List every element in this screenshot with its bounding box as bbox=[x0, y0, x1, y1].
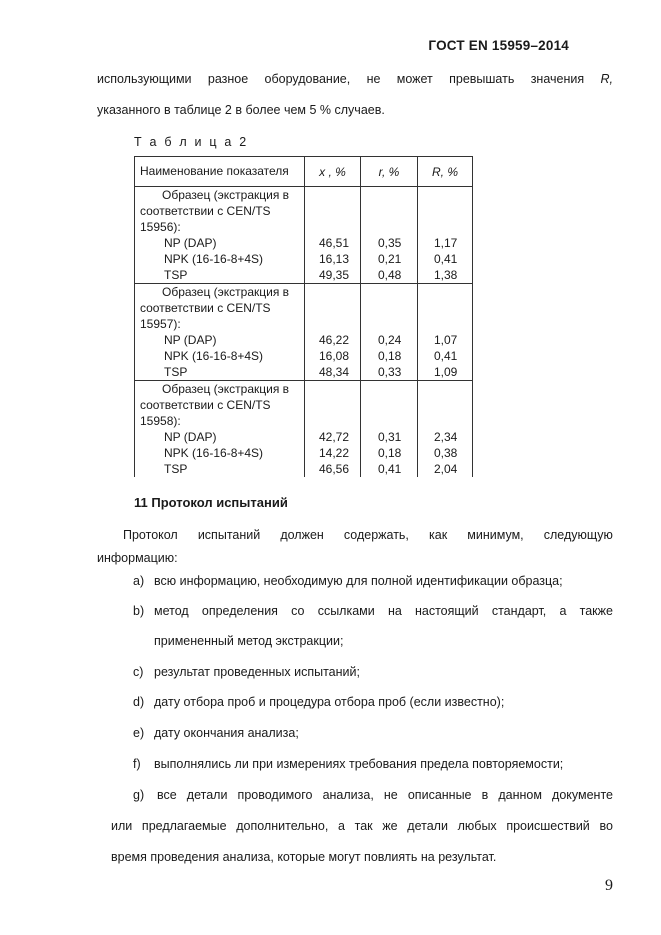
word: значения bbox=[530, 72, 585, 86]
section-title: 11 Протокол испытаний bbox=[134, 495, 288, 510]
word: минимум, bbox=[467, 528, 524, 542]
group-title: Образец (экстракция в соответствии с CEN/TS 15956): bbox=[135, 187, 305, 236]
word: данном bbox=[498, 788, 542, 802]
word: стандарт, bbox=[491, 604, 547, 618]
list-item-label: а) bbox=[133, 574, 145, 588]
word: проводимого bbox=[237, 788, 313, 802]
word: детали bbox=[186, 788, 228, 802]
section-para-line-1 bbox=[123, 528, 613, 542]
list-item-label: d) bbox=[133, 695, 145, 709]
word: содержать, bbox=[343, 528, 409, 542]
table-row: NPK (16-16-8+4S) 16,08 0,18 0,41 bbox=[135, 348, 473, 364]
header-x: x , % bbox=[305, 157, 361, 187]
word: любых bbox=[457, 819, 497, 833]
table-row: NPK (16-16-8+4S) 16,13 0,21 0,41 bbox=[135, 251, 473, 267]
word: разное bbox=[207, 72, 249, 86]
word: дополнительно, bbox=[236, 819, 329, 833]
word: Протокол bbox=[123, 528, 178, 542]
word: R, bbox=[600, 72, 613, 86]
intro-line-1 bbox=[97, 72, 613, 86]
list-item-label: f) bbox=[133, 757, 141, 771]
word: следующую bbox=[543, 528, 613, 542]
word: происшествий bbox=[506, 819, 590, 833]
table-row: TSP 46,56 0,41 2,04 bbox=[135, 461, 473, 477]
list-item-label: g) bbox=[133, 788, 145, 802]
word: определения bbox=[201, 604, 278, 618]
header-r: r, % bbox=[361, 157, 418, 187]
word: описанные bbox=[407, 788, 472, 802]
list-item-label: b) bbox=[133, 604, 145, 618]
table-row: NP (DAP) 42,72 0,31 2,34 bbox=[135, 429, 473, 445]
list-item-text bbox=[154, 604, 613, 618]
word: метод bbox=[154, 604, 189, 618]
word: настоящий bbox=[414, 604, 479, 618]
word: во bbox=[599, 819, 613, 833]
results-table bbox=[134, 156, 473, 477]
word: испытаний bbox=[197, 528, 261, 542]
list-item-text: результат проведенных испытаний; bbox=[154, 665, 360, 679]
list-item-text: дату отбора проб и процедура отбора проб (если известно); bbox=[154, 695, 505, 709]
word: же bbox=[382, 819, 398, 833]
header-R: R, % bbox=[418, 157, 473, 187]
word: так bbox=[354, 819, 373, 833]
word: как bbox=[429, 528, 448, 542]
list-item-text: выполнялись ли при измерениях требования предела повторяемости; bbox=[154, 757, 564, 771]
table-row: NP (DAP) 46,51 0,35 1,17 bbox=[135, 235, 473, 251]
word: превышать bbox=[449, 72, 515, 86]
word: использующими bbox=[97, 72, 192, 86]
group-title: Образец (экстракция в соответствии с CEN/TS 15958): bbox=[135, 381, 305, 430]
table-row: NPK (16-16-8+4S) 14,22 0,18 0,38 bbox=[135, 445, 473, 461]
word: может bbox=[396, 72, 433, 86]
word: анализа, bbox=[322, 788, 374, 802]
word: в bbox=[481, 788, 489, 802]
word: на bbox=[387, 604, 402, 618]
group-title: Образец (экстракция в соответствии с CEN/TS 15957): bbox=[135, 284, 305, 333]
word: не bbox=[383, 788, 398, 802]
intro-line-2: указанного в таблице 2 в более чем 5 % случаев. bbox=[97, 103, 385, 117]
table-row: NP (DAP) 46,22 0,24 1,07 bbox=[135, 332, 473, 348]
list-item-continuation: примененный метод экстракции; bbox=[154, 634, 344, 648]
word: документе bbox=[552, 788, 613, 802]
list-item-label: е) bbox=[133, 726, 145, 740]
word: со bbox=[291, 604, 305, 618]
word: оборудование, bbox=[264, 72, 351, 86]
word: также bbox=[579, 604, 613, 618]
word: не bbox=[366, 72, 381, 86]
word: детали bbox=[407, 819, 448, 833]
word: ссылками bbox=[317, 604, 375, 618]
list-item-continuation bbox=[111, 819, 613, 833]
page-number: 9 bbox=[605, 877, 613, 894]
word: или bbox=[111, 819, 133, 833]
section-para-line-2: информацию: bbox=[97, 551, 178, 565]
word: а bbox=[338, 819, 345, 833]
table-row: TSP 49,35 0,48 1,38 bbox=[135, 267, 473, 284]
table-row: TSP 48,34 0,33 1,09 bbox=[135, 364, 473, 381]
list-item-text: дату окончания анализа; bbox=[154, 726, 299, 740]
word: а bbox=[559, 604, 567, 618]
table-caption: Т а б л и ц а 2 bbox=[134, 135, 249, 149]
header-name: Наименование показателя bbox=[135, 157, 305, 187]
document-header: ГОСТ EN 15959–2014 bbox=[428, 38, 569, 53]
list-item-continuation: время проведения анализа, которые могут повлиять на результат. bbox=[111, 850, 497, 864]
word: должен bbox=[280, 528, 324, 542]
word: предлагаемые bbox=[141, 819, 227, 833]
list-item-label: с) bbox=[133, 665, 144, 679]
list-item-text: всю информацию, необходимую для полной идентификации образца; bbox=[154, 574, 563, 588]
word: все bbox=[157, 788, 177, 802]
list-item-text bbox=[157, 788, 613, 802]
